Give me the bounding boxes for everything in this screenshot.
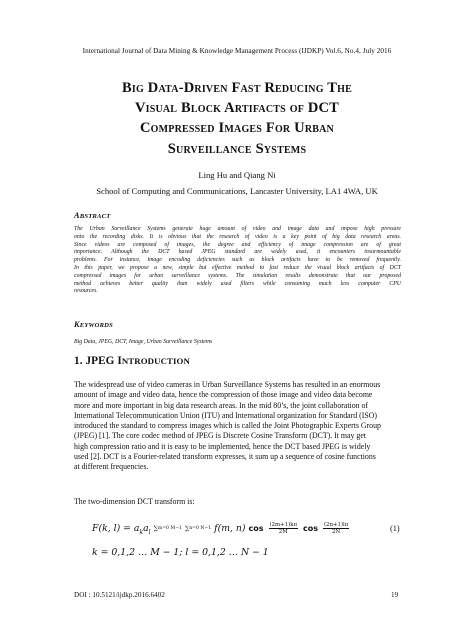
keywords-heading (74, 320, 113, 329)
page-number: 19 (391, 591, 399, 599)
dct-intro-text: The two-dimension DCT transform is: (74, 497, 195, 506)
body-line: used [2]. DCT is a Fourier-related transform expresses, it sum up a sequence of cosine functions (74, 452, 376, 462)
body-line: International Telecommunication Union (ITU) and International organization for Standard (ISO) (74, 410, 378, 420)
introduction-body (74, 380, 401, 473)
keywords-heading-rest: EYWORDS (79, 322, 114, 329)
paper-title (60, 78, 414, 159)
cos-term-2: cos (302, 524, 318, 533)
sum-limits-m: m=0 M−1 (157, 526, 182, 531)
title-line-4: Surveillance Systems (167, 140, 307, 157)
abstract-line: onto the recording disks. It is obvious that the research of video is a key point of big data research areas. (74, 233, 401, 240)
abstract-heading-initial: A (74, 211, 80, 220)
sum-symbol-n: ∑ (184, 525, 190, 532)
title-line-1: Big Data-Driven Fast Reducing The (122, 80, 352, 96)
body-line: high compression ratio and it is easy to be implemented, hence the DCT based JPEG is widely (74, 441, 371, 451)
body-line: (JPEG) [1]. The core codec method of JPEG is Discrete Cosine Transform (DCT). It may get (74, 431, 366, 441)
affiliation: School of Computing and Communications, Lancaster University, LA1 4WA, UK (96, 186, 378, 196)
keywords-heading-initial: K (74, 320, 80, 329)
abstract-line: importance. Although the DCT based JPEG standard are widely used, it encounters insurmountable (74, 249, 401, 256)
fraction-1-numerator: (2m+1)kπ (269, 522, 298, 528)
running-header: International Journal of Data Mining & Knowledge Management Process (IJDKP) Vol.6, No.4, July 2016 (82, 47, 392, 55)
abstract-line: The Urban Surveillance Systems generate huge amount of video and image data and impose high pressure (74, 226, 401, 232)
fraction-2-numerator: (2n+1)lπ (323, 522, 349, 528)
equation-lhs: F(k, l) = a (92, 523, 140, 534)
fraction-2-denominator: 2N (332, 529, 341, 535)
abstract-line: Since videos are composed of images, the degree and efficiency of image compression are of great (74, 241, 401, 248)
equation-number: (1) (390, 524, 400, 533)
abstract-line: resources. (74, 288, 98, 295)
fraction-1-denominator: 2M (278, 529, 288, 535)
title-line-3: Compressed Images For Urban (140, 120, 334, 137)
introduction-heading-rest: NTRODUCTION (121, 356, 190, 366)
footer-doi: DOI : 10.5121/ijdkp.2016.6402 (74, 591, 165, 599)
authors: Ling Hu and Qiang Ni (198, 170, 276, 180)
abstract-line: method achieves better quality than widely used filters while consuming much less computer CPU (74, 280, 401, 287)
dct-equation (92, 522, 351, 536)
fraction-1 (269, 522, 299, 535)
title-line-2: Visual Block Artifacts of DCT (134, 100, 340, 117)
sum-symbol-m: ∑ (153, 525, 158, 532)
body-line: more and more important in big data research areas. In the mid 80’s, the joint collaboration of (74, 400, 369, 410)
introduction-heading-number: 1. JPEG (74, 355, 118, 367)
abstract-body (74, 226, 401, 296)
introduction-heading (74, 355, 190, 367)
index-range-equation: k = 0,1,2 … M − 1; l = 0,1,2 … N − 1 (92, 547, 269, 558)
sum-limits-n: n=0 N−1 (189, 526, 212, 531)
fraction-2 (323, 522, 349, 535)
introduction-heading-initial: I (117, 355, 122, 367)
body-line: introduced the standard to compress images which is called the Joint Photographic Experts Group (74, 421, 381, 431)
body-line: amount of image and video data, hence the compression of those image and video data become (74, 390, 373, 400)
cos-term-1: cos (248, 524, 264, 533)
body-line: at different frequencies. (74, 462, 149, 472)
keywords-text: Big Data, JPEG, DCT, Image, Urban Surveillance Systems (74, 339, 213, 345)
abstract-line: problems. For instance, image encoding deficiencies such as block artifacts have to be removed frequently. (74, 257, 401, 264)
body-line: The widespread use of video cameras in Urban Surveillance Systems has resulted in an enormous (74, 380, 381, 389)
equation-function: f(m, n) (214, 523, 246, 534)
abstract-line: compressed images for urban surveillance systems. The simulation results demonstrate that our proposed (74, 272, 401, 279)
abstract-heading (74, 211, 110, 220)
abstract-line: In this paper, we propose a new, simple but effective method to fast reduce the visual block artifacts of DCT (74, 264, 401, 271)
equation-sub-k: k (139, 528, 144, 536)
abstract-heading-rest: BSTRACT (79, 213, 111, 220)
equation-a-l: a (143, 523, 149, 534)
equation-sub-l: l (148, 528, 151, 536)
